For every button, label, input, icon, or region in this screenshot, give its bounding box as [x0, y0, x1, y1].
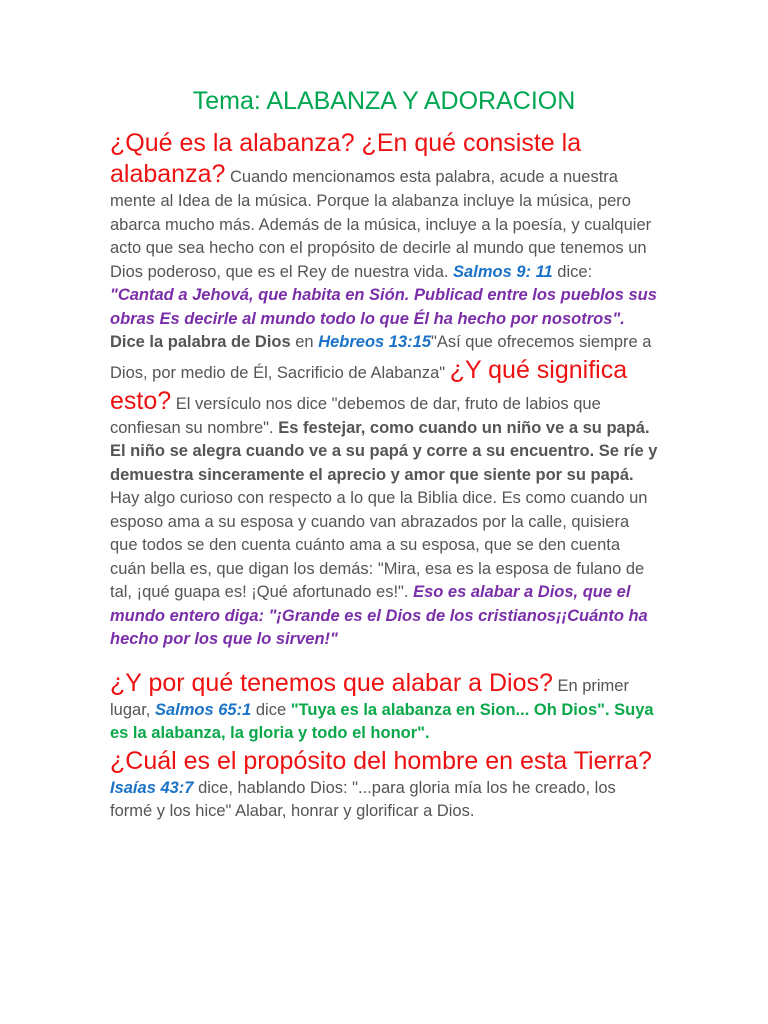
scripture-quote: "Cantad a Jehová, que habita en Sión. Publicad entre los pueblos sus obras Es decirle al mundo todo lo que Él ha hecho por nosotros".: [110, 286, 657, 328]
body-text: Cuando mencionamos esta palabra, acude a nuestra mente al Idea de la música. Porque la alabanza incluye la música, pero abarca mucho más. Además de la música, incluye a la poesía, y cualquier acto que sea hecho con el propósito de decirle al mundo que tenemos un Dios poderoso, que es el Rey de nuestra vida.: [110, 168, 652, 281]
bible-reference: Isaías 43:7: [110, 778, 194, 797]
body-text: dice:: [552, 262, 593, 281]
body-text: El versículo nos dice "debemos de dar, fruto de labios que confiesan su nombre".: [110, 394, 601, 437]
body-text: dice, hablando Dios: "...para gloria mía los he creado, los formé y los hice" Alabar, honrar y glorificar a Dios.: [110, 778, 616, 820]
bold-text: Dice la palabra de Dios: [110, 333, 291, 351]
bible-reference: Hebreos 13:15: [318, 333, 431, 351]
bible-reference: Salmos 9: 11: [453, 262, 553, 281]
body-text: Hay algo curioso con respecto a lo que la Biblia dice. Es como cuando un esposo ama a su esposa y cuando van abrazados por la calle, quisiera que todos se den cuenta cuánto ama a su esposa, que se den cuenta cuán bella es, que digan los demás: "Mira, esa es la esposa de fulano de tal, ¡qué guapa es! ¡Qué afortunado es!".: [110, 489, 648, 601]
question-heading: ¿Y por qué tenemos que alabar a Dios?: [110, 668, 553, 697]
question-heading: ¿Cuál es el propósito del hombre en esta Tierra?: [110, 746, 652, 775]
highlighted-quote: "Tuya es la alabanza en Sion... Oh Dios". Suya es la alabanza, la gloria y todo el honor".: [110, 700, 654, 742]
body-text: "Así que ofrecemos siempre a Dios, por medio de Él, Sacrificio de Alabanza": [110, 333, 652, 382]
document-page: [110, 84, 658, 824]
paragraph-why-praise: [110, 668, 658, 746]
scripture-quote: Eso es alabar a Dios, que el mundo entero diga: "¡Grande es el Dios de los cristianos¡¡Cuánto ha hecho por los que lo sirven!": [110, 583, 648, 648]
page-title: Tema: ALABANZA Y ADORACION: [192, 87, 576, 115]
bold-text: Es festejar, como cuando un niño ve a su papá. El niño se alegra cuando ve a su papá y corre a su encuentro. Se ríe y demuestra sinceramente el aprecio y amor que siente por su papá.: [110, 418, 658, 484]
question-heading: ¿Qué es la alabanza? ¿En qué consiste la alabanza?: [110, 129, 582, 188]
body-text: En primer lugar,: [110, 676, 629, 719]
bible-reference: Salmos 65:1: [154, 700, 252, 719]
paragraph-what-is-praise: [110, 128, 658, 652]
question-heading: ¿Y qué significa esto?: [110, 355, 628, 415]
body-text: en: [290, 333, 319, 351]
paragraph-purpose-of-man: [110, 746, 658, 824]
body-text: dice: [251, 700, 291, 719]
